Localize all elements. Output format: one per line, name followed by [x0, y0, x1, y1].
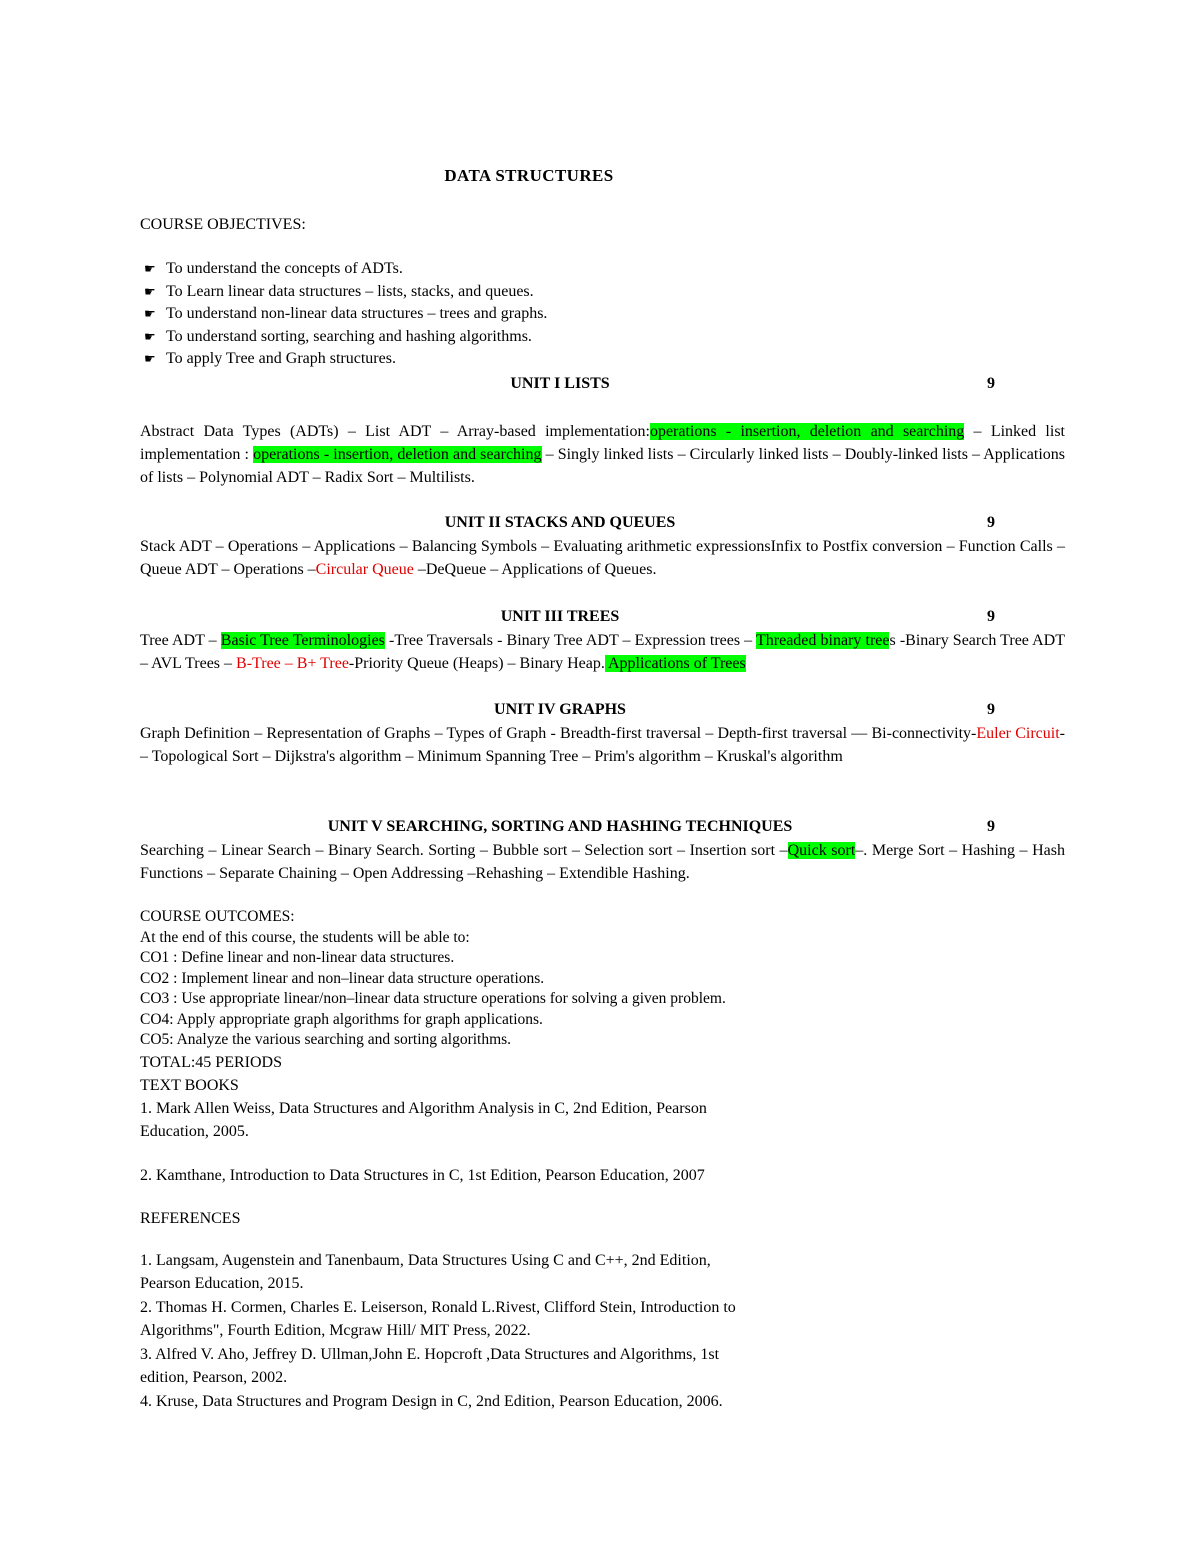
outcome-item: CO2 : Implement linear and non–linear data structure operations.	[140, 969, 545, 987]
unit-title: UNIT III TREES	[500, 608, 620, 625]
page-title: DATA STRUCTURES	[444, 166, 614, 185]
objective-item: ☛ To understand the concepts of ADTs.	[140, 258, 1065, 281]
highlighted-text: Threaded binary tree	[756, 632, 890, 649]
red-text: Circular Queue	[315, 561, 414, 578]
textbook-item: 1. Mark Allen Weiss, Data Structures and Algorithm Analysis in C, 2nd Edition, Pearson Education, 2005.	[140, 1100, 707, 1140]
unit-2-body	[140, 535, 1065, 581]
unit-hours: 9	[987, 818, 995, 835]
unit-5-body	[140, 839, 1065, 885]
unit-4-heading	[140, 698, 1065, 721]
pointing-hand-icon: ☛	[144, 283, 156, 299]
unit-1-body	[140, 420, 1065, 489]
objectives-heading: COURSE OBJECTIVES:	[140, 216, 306, 233]
body-text: s -Binary Search Tree ADT – AVL Trees –	[140, 632, 1066, 672]
total-periods: TOTAL:45 PERIODS	[140, 1054, 282, 1071]
pointing-hand-icon: ☛	[144, 261, 156, 276]
outcomes-heading: COURSE OUTCOMES:	[140, 908, 295, 925]
objective-item: ☛ To apply Tree and Graph structures.	[140, 348, 1065, 371]
body-text: Searching – Linear Search – Binary Search. Sorting – Bubble sort – Selection sort – Insertion sort –	[140, 842, 788, 859]
outcome-item: CO5: Analyze the various searching and sorting algorithms.	[140, 1031, 512, 1048]
objectives-list	[140, 258, 1065, 371]
highlighted-text: operations - insertion, deletion and searching	[253, 446, 542, 463]
outcome-item: CO1 : Define linear and non-linear data structures.	[140, 949, 455, 966]
body-text: -Priority Queue (Heaps) – Binary Heap.	[348, 655, 605, 672]
outcome-item: CO3 : Use appropriate linear/non–linear data structure operations for solving a given problem.	[140, 990, 726, 1007]
red-text: B-Tree – B+ Tree	[236, 655, 349, 672]
textbook-item: 2. Kamthane, Introduction to Data Structures in C, 1st Edition, Pearson Education, 2007	[140, 1167, 705, 1184]
unit-title: UNIT I LISTS	[510, 375, 610, 392]
unit-3-heading	[140, 605, 1065, 628]
pointing-hand-icon: ☛	[144, 328, 156, 344]
reference-item: 2. Thomas H. Cormen, Charles E. Leiserson, Ronald L.Rivest, Clifford Stein, Introduction to Algorithms", Fourth Edition, Mcgraw Hill/ MIT Press, 2022.	[140, 1299, 736, 1339]
body-text: Tree ADT –	[140, 632, 221, 649]
unit-3-body	[140, 629, 1065, 675]
objective-item: ☛ To understand sorting, searching and hashing algorithms.	[140, 326, 1065, 349]
objective-item: ☛ To understand non-linear data structures – trees and graphs.	[140, 303, 1065, 326]
reference-item: 1. Langsam, Augenstein and Tanenbaum, Data Structures Using C and C++, 2nd Edition, Pearson Education, 2015.	[140, 1252, 711, 1292]
pointing-hand-icon: ☛	[144, 306, 156, 321]
textbooks-heading: TEXT BOOKS	[140, 1077, 239, 1094]
body-text: –DeQueue – Applications of Queues.	[413, 561, 657, 578]
body-text: Graph Definition – Representation of Graphs – Types of Graph - Breadth-first traversal – Depth-first traversal — Bi-connectivity-	[140, 725, 977, 742]
body-text: – Linked list implementation :	[140, 423, 1065, 463]
pointing-hand-icon: ☛	[144, 351, 156, 366]
unit-4-body	[140, 722, 1065, 768]
highlighted-text: Applications of Trees	[604, 655, 746, 672]
unit-hours: 9	[987, 514, 995, 531]
body-text: – Singly linked lists – Circularly linked lists – Doubly-linked lists – Applications of lists – Polynomial ADT – Radix Sort – Multilists.	[140, 446, 1066, 486]
highlighted-text: operations - insertion, deletion and searching	[649, 423, 965, 440]
body-text: - – Topological Sort – Dijkstra's algorithm – Minimum Spanning Tree – Prim's algorithm – Kruskal's algorithm	[140, 725, 1065, 765]
objective-item: ☛ To Learn linear data structures – lists, stacks, and queues.	[140, 281, 1065, 304]
outcomes-intro: At the end of this course, the students will be able to:	[140, 928, 470, 946]
unit-2-heading	[140, 511, 1065, 534]
unit-title: UNIT IV GRAPHS	[494, 701, 626, 718]
unit-hours: 9	[987, 608, 995, 625]
unit-title: UNIT V SEARCHING, SORTING AND HASHING TECHNIQUES	[327, 818, 793, 835]
references-heading: REFERENCES	[140, 1210, 241, 1227]
unit-5-heading	[140, 815, 1065, 838]
unit-hours: 9	[987, 375, 995, 392]
body-text: Stack ADT – Operations – Applications – Balancing Symbols – Evaluating arithmetic expressionsInfix to Postfix conversion – Function Calls – Queue ADT – Operations –	[140, 538, 1065, 578]
unit-title: UNIT II STACKS AND QUEUES	[444, 514, 676, 531]
highlighted-text: Quick sort	[787, 842, 856, 859]
highlighted-text: Basic Tree Terminologies	[220, 632, 385, 649]
outcome-item: CO4: Apply appropriate graph algorithms for graph applications.	[140, 1010, 543, 1028]
reference-item: 3. Alfred V. Aho, Jeffrey D. Ullman,John E. Hopcroft ,Data Structures and Algorithms, 1st edition, Pearson, 2002.	[140, 1346, 720, 1386]
unit-hours: 9	[987, 701, 995, 718]
body-text: –. Merge Sort – Hashing – Hash Functions – Separate Chaining – Open Addressing –Rehashing – Extendible Hashing.	[140, 842, 1065, 882]
body-text: -Tree Traversals - Binary Tree ADT – Expression trees –	[384, 632, 756, 649]
red-text: Euler Circuit	[976, 725, 1060, 742]
unit-1-heading	[140, 372, 1065, 395]
body-text: Abstract Data Types (ADTs) – List ADT – Array-based implementation:	[140, 423, 650, 440]
reference-item: 4. Kruse, Data Structures and Program Design in C, 2nd Edition, Pearson Education, 2006.	[140, 1393, 723, 1410]
course-outcomes	[140, 907, 1065, 1051]
